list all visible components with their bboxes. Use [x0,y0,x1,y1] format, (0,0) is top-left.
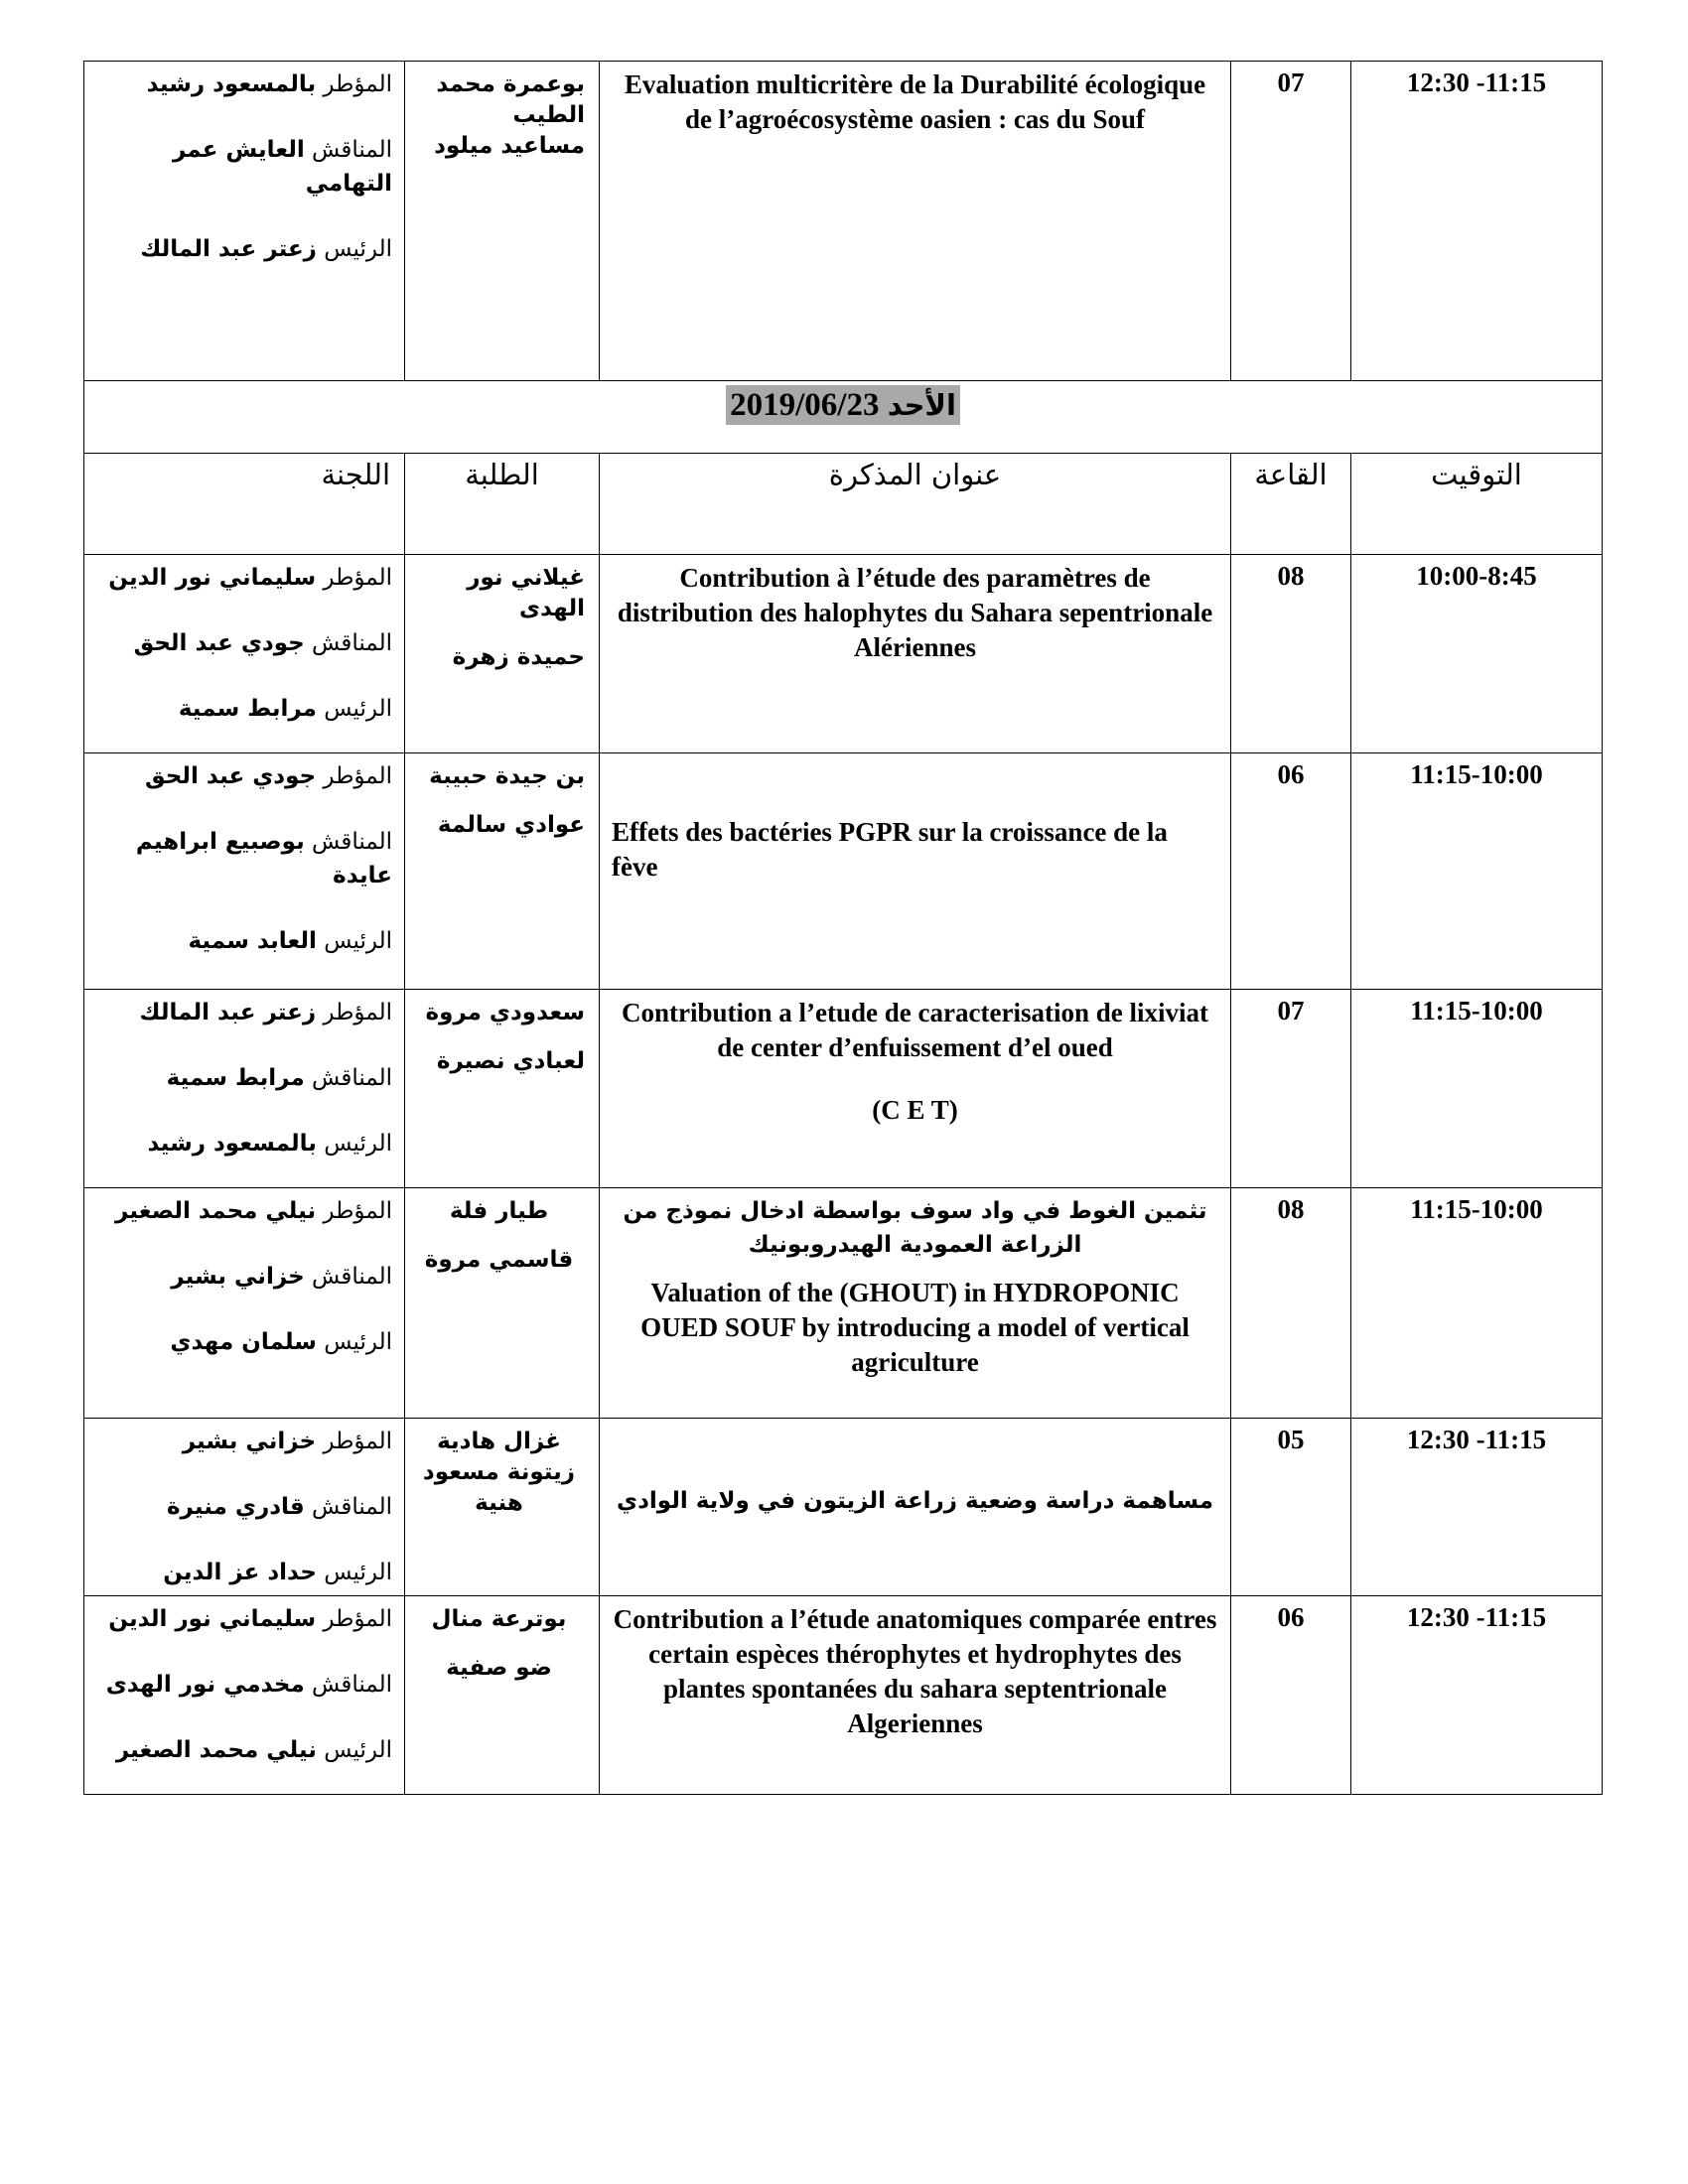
room-number: 06 [1231,1596,1351,1795]
committee-examiner: المناقش مرابط سمية [166,1065,392,1091]
room-number: 05 [1231,1419,1351,1596]
students-cell [405,990,600,1188]
committee-cell [84,555,405,753]
thesis-title: Evaluation multicritère de la Durabilité écologique de l’agroécosystème oasien : cas du Souf [600,62,1231,381]
table-row [84,990,1603,1188]
committee-supervisor: المؤطر خزاني بشير [182,1429,392,1454]
committee-cell [84,62,405,381]
committee-supervisor: المؤطر بالمسعود رشيد [146,71,392,97]
table-row [84,62,1603,381]
thesis-title-arabic: تثمين الغوط في واد سوف بواسطة ادخال نموذج من الزراعة العمودية الهيدروبونيك [623,1198,1207,1258]
student-name: غيلاني نور الهدى [467,565,585,621]
time-slot: 11:15-10:00 [1351,990,1603,1188]
day-date: 2019/06/23 [730,387,880,423]
header-committee: اللجنة [84,454,405,555]
student-name: ضو صفية [446,1655,552,1681]
student-name: قاسمي مروة [424,1247,574,1273]
schedule-table [83,61,1603,1795]
committee-president: الرئيس مرابط سمية [178,696,392,722]
header-title: عنوان المذكرة [600,454,1231,555]
thesis-title-abbrev: (C E T) [872,1095,958,1125]
thesis-title-arabic: مساهمة دراسة وضعية زراعة الزيتون في ولاية الوادي [617,1488,1213,1514]
time-slot: 11:15-10:00 [1351,753,1603,990]
committee-president: الرئيس نيلي محمد الصغير [115,1737,392,1763]
student-name: غزال هادية [437,1429,561,1454]
thesis-title-english: Valuation of the (GHOUT) in HYDROPONIC OUED SOUF by introducing a model of vertical agriculture [640,1278,1190,1377]
committee-supervisor: المؤطر سليماني نور الدين [108,1606,392,1632]
room-number: 07 [1231,990,1351,1188]
room-number: 07 [1231,62,1351,381]
day-name: الأحد [887,388,956,422]
time-slot: 12:30 -11:15 [1351,1419,1603,1596]
committee-examiner: المناقش بوصبيع ابراهيم عايدة [135,829,392,888]
student-name: حميدة زهرة [452,644,585,670]
committee-president: الرئيس حداد عز الدين [163,1560,392,1585]
table-row [84,1188,1603,1419]
time-slot: 10:00-8:45 [1351,555,1603,753]
student-name: زيتونة مسعود هنية [422,1459,576,1516]
student-name: مساعيد ميلود [434,133,585,159]
committee-examiner: المناقش جودي عبد الحق [133,630,392,656]
committee-cell [84,990,405,1188]
student-name: بن جيدة حبيبة [429,763,585,789]
thesis-title: Effets des bactéries PGPR sur la croissance de la fève [600,753,1231,990]
students-cell [405,1596,600,1795]
committee-examiner: المناقش قادري منيرة [166,1494,392,1520]
thesis-title [600,1188,1231,1419]
committee-supervisor: المؤطر زعتر عبد المالك [139,1000,392,1025]
committee-president: الرئيس بالمسعود رشيد [147,1131,392,1157]
thesis-title: Contribution a l’étude anatomiques comparée entres certain espèces thérophytes et hydrophytes des plantes spontanées du sahara septentrionale Algeriennes [600,1596,1231,1795]
student-name: لعبادي نصيرة [436,1048,585,1074]
committee-examiner: المناقش خزاني بشير [171,1264,392,1290]
committee-supervisor: المؤطر سليماني نور الدين [108,565,392,591]
time-slot: 12:30 -11:15 [1351,1596,1603,1795]
day-heading [726,385,960,425]
header-row [84,454,1603,555]
student-name: بوترعة منال [431,1606,567,1632]
room-number: 08 [1231,555,1351,753]
time-slot: 12:30 -11:15 [1351,62,1603,381]
header-students: الطلبة [405,454,600,555]
students-cell [405,753,600,990]
time-slot: 11:15-10:00 [1351,1188,1603,1419]
header-time: التوقيت [1351,454,1603,555]
committee-president: الرئيس العابد سمية [188,928,392,954]
header-room: القاعة [1231,454,1351,555]
committee-supervisor: المؤطر جودي عبد الحق [145,763,392,789]
committee-president: الرئيس زعتر عبد المالك [140,236,392,262]
thesis-title: Contribution à l’étude des paramètres de distribution des halophytes du Sahara sepentrionale Alériennes [600,555,1231,753]
student-name: بوعمرة محمد الطيب [436,71,585,128]
table-row [84,753,1603,990]
thesis-title [600,1419,1231,1596]
committee-supervisor: المؤطر نيلي محمد الصغير [115,1198,392,1224]
committee-president: الرئيس سلمان مهدي [170,1329,392,1355]
committee-cell [84,1419,405,1596]
committee-cell [84,1188,405,1419]
table-row [84,1419,1603,1596]
student-name: سعدودي مروة [425,1000,585,1025]
table-row [84,1596,1603,1795]
room-number: 08 [1231,1188,1351,1419]
thesis-title: Contribution a l’etude de caracterisation de lixiviat de center d’enfuissement d’el oued (C E T) [600,990,1231,1188]
students-cell [405,555,600,753]
committee-cell [84,753,405,990]
students-cell [405,62,600,381]
day-row [84,381,1603,454]
room-number: 06 [1231,753,1351,990]
students-cell [405,1188,600,1419]
committee-examiner: المناقش العايش عمر التهامي [172,137,392,197]
table-row [84,555,1603,753]
committee-examiner: المناقش مخدمي نور الهدى [105,1672,392,1698]
students-cell [405,1419,600,1596]
student-name: طيار فلة [449,1198,549,1224]
committee-cell [84,1596,405,1795]
student-name: عوادي سالمة [437,812,585,838]
